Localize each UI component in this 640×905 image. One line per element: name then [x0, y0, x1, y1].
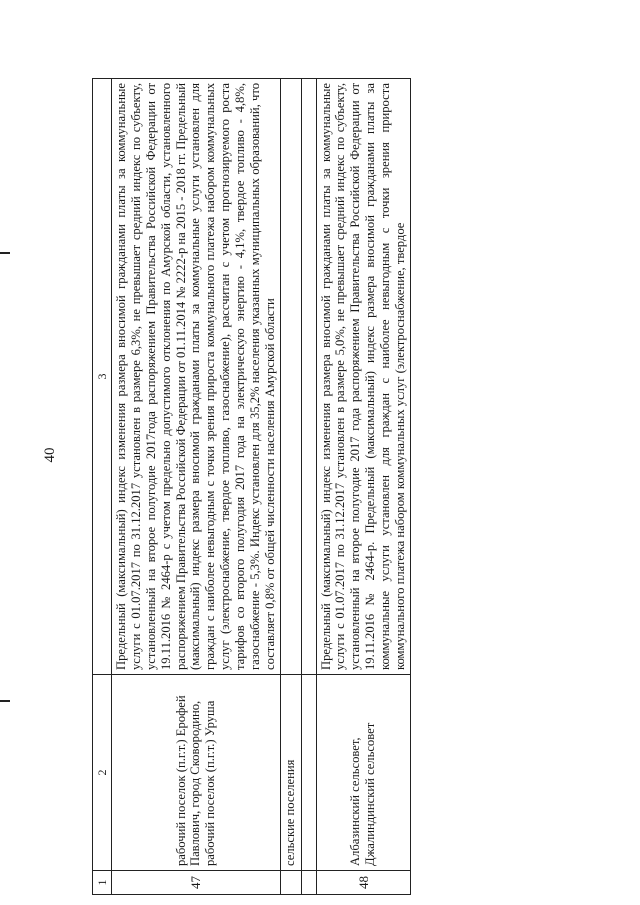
table-header-row [93, 79, 112, 895]
section-label: сельские поселения [280, 675, 301, 871]
tariff-index-table [92, 78, 411, 895]
section-empty-cell [280, 79, 301, 675]
spacer-cell [301, 79, 316, 675]
table-row [316, 79, 410, 895]
section-row [280, 79, 301, 895]
header-col-1: 1 [93, 871, 112, 895]
municipality-name: рабочий поселок (п.г.т.) Ерофей Павлович, город Сковородино, рабочий поселок (п.г.т.) Уруша [112, 675, 280, 871]
row-number: 47 [112, 871, 280, 895]
index-description: Предельный (максимальный) индекс изменения размера вносимой гражданами платы за коммунальные услуги с 01.07.2017 по 31.12.2017 установлен в размере 5,0%, не превышает средний индекс по субъекту, установленный на второе полугодие 2017 года распоряжением Правительства Российской Федерации от 19.11.2016 № 2464-р. Предельный (максимальный) индекс размера вносимой гражданами платы за коммунальные услуги установлен для граждан с наиболее невыгодным с точки зрения прироста коммунального платежа набором коммунальных услуг (электроснабжение, твердое [316, 79, 410, 675]
table-row [112, 79, 280, 895]
landscape-page [92, 78, 586, 895]
municipality-name: Албазинский сельсовет, Джалиндинский сельсовет [316, 675, 410, 871]
header-col-2: 2 [93, 675, 112, 871]
spacer-cell [301, 675, 316, 871]
page-number: 40 [42, 447, 58, 463]
rotated-table-container [92, 78, 586, 895]
spacer-row [301, 79, 316, 895]
scan-mark [0, 252, 10, 254]
header-col-3: 3 [93, 79, 112, 675]
scan-mark [0, 700, 10, 702]
index-description: Предельный (максимальный) индекс изменения размера вносимой гражданами платы за коммунальные услуги с 01.07.2017 по 31.12.2017 установлен в размере 6,3%, не превышает средний индекс по субъекту, установленный на второе полугодие 2017года распоряжением Правительства Российской Федерации от 19.11.2016 № 2464-р с учетом предельно допустимого отклонения по Амурской области, установленного распоряжением Правительства Российской Федерации от 01.11.2014 № 2222-р на 2015 - 2018 гг. Предельный (максимальный) индекс размера вносимой гражданами платы за коммунальные услуги установлен для граждан с наиболее невыгодным с точки зрения прироста коммунального платежа набором коммунальных услуг (электроснабжение, твердое топливо, газоснабжение), рассчитан с учетом прогнозируемого роста тарифов со второго полугодия 2017 года на электрическую энергию - 4,1%, твердое топливо - 4,8%, газоснабжение - 5,3%. Индекс установлен для 35,2% населения указанных муниципальных образований, что составляет 0,8% от общей численности населения Амурской области [112, 79, 280, 675]
spacer-cell [301, 871, 316, 895]
row-number: 48 [316, 871, 410, 895]
section-empty-cell [280, 871, 301, 895]
